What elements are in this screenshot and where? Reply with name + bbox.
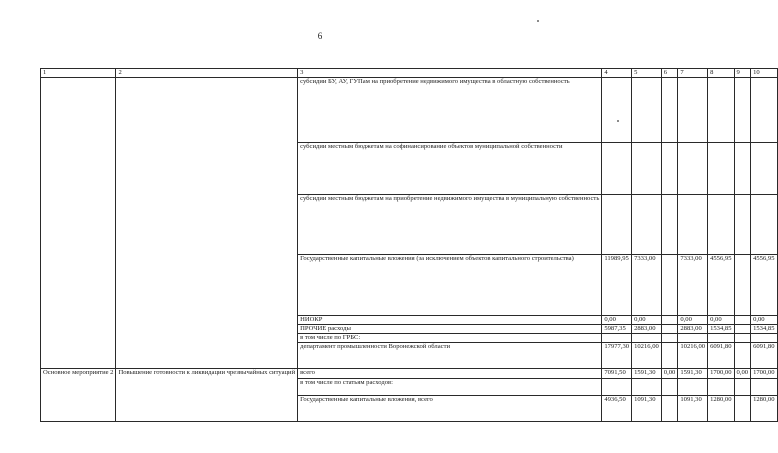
table-row: [41, 78, 778, 143]
value-cell: [602, 195, 632, 255]
value-cell: 4556,95: [751, 255, 777, 316]
value-cell: [632, 379, 662, 396]
value-cell: 0,00: [734, 369, 751, 379]
value-cell: [751, 334, 777, 343]
value-cell: [708, 334, 734, 343]
value-cell: 1591,30: [678, 369, 708, 379]
value-cell: 0,00: [678, 316, 708, 325]
value-cell: [632, 143, 662, 195]
value-cell: [751, 78, 777, 143]
value-cell: [632, 334, 662, 343]
value-cell: 5987,35: [602, 325, 632, 334]
expense-item-cell: Государственные капитальные вложения, всего: [298, 396, 602, 422]
value-cell: 4556,95: [708, 255, 734, 316]
expense-item-cell: субсидии БУ, АУ, ГУПам на приобретение недвижимого имущества в областную собственность: [298, 78, 602, 143]
value-cell: 0,00: [602, 316, 632, 325]
value-cell: [678, 334, 708, 343]
value-cell: 1591,30: [632, 369, 662, 379]
column-number: 1: [41, 69, 116, 78]
expense-item-cell: субсидии местным бюджетам на приобретение недвижимого имущества в муниципальную собственность: [298, 195, 602, 255]
value-cell: 11989,95: [602, 255, 632, 316]
column-number: 5: [632, 69, 662, 78]
value-cell: [734, 396, 751, 422]
value-cell: 6091,80: [751, 343, 777, 369]
value-cell: [734, 143, 751, 195]
value-cell: [734, 379, 751, 396]
value-cell: 2883,00: [632, 325, 662, 334]
expense-item-cell: субсидии местным бюджетам на софинансирование объектов муниципальной собственности: [298, 143, 602, 195]
column-number: 6: [661, 69, 678, 78]
value-cell: 10216,00: [678, 343, 708, 369]
expense-item-cell: департамент промышленности Воронежской области: [298, 343, 602, 369]
value-cell: [632, 78, 662, 143]
value-cell: [602, 379, 632, 396]
value-cell: [708, 78, 734, 143]
column-number: 3: [298, 69, 602, 78]
column-number: 8: [708, 69, 734, 78]
value-cell: 17977,30: [602, 343, 632, 369]
column-number: 4: [602, 69, 632, 78]
value-cell: [678, 195, 708, 255]
value-cell: [708, 143, 734, 195]
value-cell: 1280,00: [751, 396, 777, 422]
expense-item-cell: НИОКР: [298, 316, 602, 325]
value-cell: [602, 78, 632, 143]
value-cell: [734, 334, 751, 343]
value-cell: 1534,85: [708, 325, 734, 334]
value-cell: 10216,00: [632, 343, 662, 369]
value-cell: [661, 325, 678, 334]
value-cell: 0,00: [632, 316, 662, 325]
value-cell: 1534,85: [751, 325, 777, 334]
budget-table: [40, 68, 778, 422]
value-cell: [661, 78, 678, 143]
expense-item-cell: в том числе по статьям расходов:: [298, 379, 602, 396]
column-number-row: [41, 69, 778, 78]
column-number: 9: [734, 69, 751, 78]
goal-cell: Повышение готовности к ликвидации чрезвычайных ситуаций: [116, 369, 298, 422]
column-number: 10: [751, 69, 777, 78]
value-cell: 7333,00: [632, 255, 662, 316]
value-cell: 0,00: [751, 316, 777, 325]
value-cell: [708, 195, 734, 255]
table-row: [41, 369, 778, 379]
value-cell: 1091,30: [632, 396, 662, 422]
measure-cell: [41, 78, 116, 369]
value-cell: [734, 78, 751, 143]
value-cell: [661, 343, 678, 369]
value-cell: [734, 343, 751, 369]
expense-item-cell: в том числе по ГРБС:: [298, 334, 602, 343]
value-cell: [678, 143, 708, 195]
value-cell: 0,00: [708, 316, 734, 325]
scan-speck: [537, 20, 539, 22]
value-cell: 2883,00: [678, 325, 708, 334]
value-cell: 4936,50: [602, 396, 632, 422]
value-cell: [602, 334, 632, 343]
measure-cell: Основное мероприятие 2: [41, 369, 116, 422]
value-cell: [661, 334, 678, 343]
value-cell: 6091,80: [708, 343, 734, 369]
value-cell: [708, 379, 734, 396]
value-cell: 7333,00: [678, 255, 708, 316]
value-cell: [661, 195, 678, 255]
value-cell: [678, 379, 708, 396]
value-cell: [734, 255, 751, 316]
value-cell: 7091,50: [602, 369, 632, 379]
value-cell: [661, 255, 678, 316]
value-cell: [678, 78, 708, 143]
column-number: 7: [678, 69, 708, 78]
value-cell: [734, 325, 751, 334]
value-cell: [632, 195, 662, 255]
expense-item-cell: ПРОЧИЕ расходы: [298, 325, 602, 334]
expense-item-cell: всего: [298, 369, 602, 379]
value-cell: [661, 379, 678, 396]
goal-cell: [116, 78, 298, 369]
value-cell: 1700,00: [708, 369, 734, 379]
value-cell: 1280,00: [708, 396, 734, 422]
value-cell: 0,00: [661, 369, 678, 379]
value-cell: [661, 316, 678, 325]
value-cell: [751, 379, 777, 396]
value-cell: 1091,30: [678, 396, 708, 422]
value-cell: [751, 143, 777, 195]
value-cell: [751, 195, 777, 255]
value-cell: [734, 195, 751, 255]
page-number: 6: [317, 31, 323, 41]
value-cell: [661, 396, 678, 422]
expense-item-cell: Государственные капитальные вложения (за исключением объектов капитального строительства): [298, 255, 602, 316]
value-cell: [602, 143, 632, 195]
value-cell: [661, 143, 678, 195]
value-cell: 1700,00: [751, 369, 777, 379]
column-number: 2: [116, 69, 298, 78]
value-cell: [734, 316, 751, 325]
